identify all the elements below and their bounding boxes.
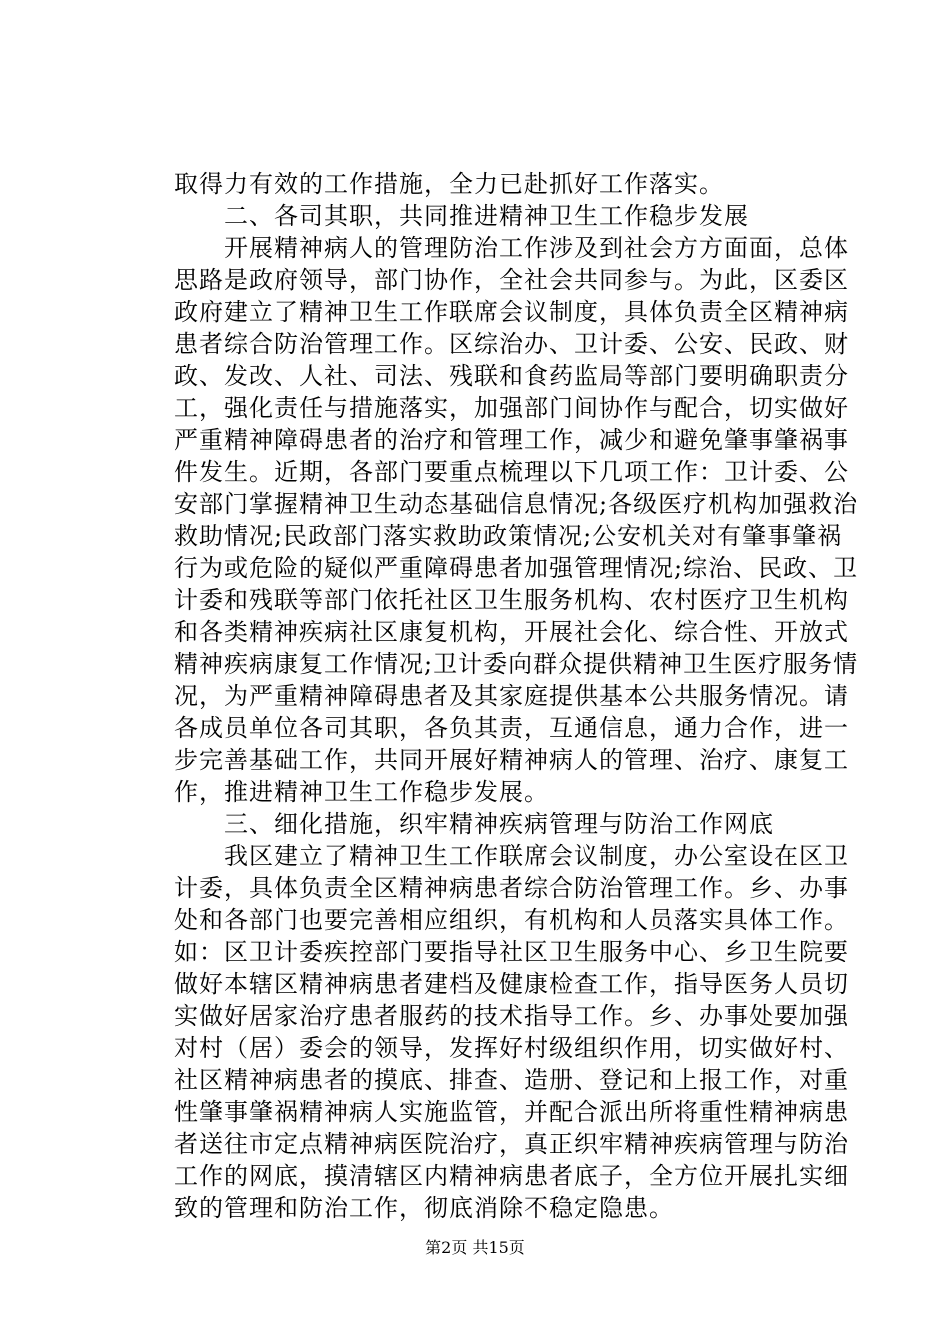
text-line: 三、细化措施，织牢精神疾病管理与防治工作网底 xyxy=(174,810,774,838)
text-line: 救助情况;民政部门落实救助政策情况;公安机关对有肇事肇祸 xyxy=(174,522,843,550)
text-line: 思路是政府领导，部门协作，全社会共同参与。为此，区委区 xyxy=(174,266,849,294)
text-line: 实做好居家治疗患者服药的技术指导工作。乡、办事处要加强 xyxy=(174,1002,849,1030)
text-line: 和各类精神疾病社区康复机构，开展社会化、综合性、开放式 xyxy=(174,618,849,646)
text-line: 行为或危险的疑似严重障碍患者加强管理情况;综治、民政、卫 xyxy=(174,554,859,582)
text-line: 精神疾病康复工作情况;卫计委向群众提供精神卫生医疗服务情 xyxy=(174,650,859,678)
text-line: 致的管理和防治工作，彻底消除不稳定隐患。 xyxy=(174,1194,674,1222)
text-line: 各成员单位各司其职，各负其责，互通信息，通力合作，进一 xyxy=(174,714,849,742)
text-line: 况，为严重精神障碍患者及其家庭提供基本公共服务情况。请 xyxy=(174,682,849,710)
text-line: 工，强化责任与措施落实，加强部门间协作与配合，切实做好 xyxy=(174,394,849,422)
text-line: 处和各部门也要完善相应组织，有机构和人员落实具体工作。 xyxy=(174,906,849,934)
text-line: 政府建立了精神卫生工作联席会议制度，具体负责全区精神病 xyxy=(174,298,849,326)
text-line: 开展精神病人的管理防治工作涉及到社会方方面面，总体 xyxy=(174,234,849,262)
text-line: 社区精神病患者的摸底、排查、造册、登记和上报工作，对重 xyxy=(174,1066,849,1094)
body-text xyxy=(174,168,859,1224)
text-line: 如：区卫计委疾控部门要指导社区卫生服务中心、乡卫生院要 xyxy=(174,938,849,966)
text-line: 做好本辖区精神病患者建档及健康检查工作，指导医务人员切 xyxy=(174,970,849,998)
text-line: 取得力有效的工作措施，全力已赴抓好工作落实。 xyxy=(174,170,724,198)
text-line: 我区建立了精神卫生工作联席会议制度，办公室设在区卫 xyxy=(174,842,849,870)
text-line: 性肇事肇祸精神病人实施监管，并配合派出所将重性精神病患 xyxy=(174,1098,849,1126)
text-line: 件发生。近期，各部门要重点梳理以下几项工作：卫计委、公 xyxy=(174,458,849,486)
text-line: 计委和残联等部门依托社区卫生服务机构、农村医疗卫生机构 xyxy=(174,586,849,614)
text-line: 工作的网底，摸清辖区内精神病患者底子，全方位开展扎实细 xyxy=(174,1162,849,1190)
text-line: 患者综合防治管理工作。区综治办、卫计委、公安、民政、财 xyxy=(174,330,849,358)
text-line: 对村（居）委会的领导，发挥好村级组织作用，切实做好村、 xyxy=(174,1034,849,1062)
text-line: 作，推进精神卫生工作稳步发展。 xyxy=(174,778,549,806)
text-line: 政、发改、人社、司法、残联和食药监局等部门要明确职责分 xyxy=(174,362,849,390)
text-line: 二、各司其职，共同推进精神卫生工作稳步发展 xyxy=(174,202,749,230)
page-footer: 第2页 共15页 xyxy=(425,1238,525,1257)
text-line: 步完善基础工作，共同开展好精神病人的管理、治疗、康复工 xyxy=(174,746,849,774)
text-line: 严重精神障碍患者的治疗和管理工作，减少和避免肇事肇祸事 xyxy=(174,426,849,454)
text-line: 计委，具体负责全区精神病患者综合防治管理工作。乡、办事 xyxy=(174,874,849,902)
text-line: 安部门掌握精神卫生动态基础信息情况;各级医疗机构加强救治 xyxy=(174,490,859,518)
text-line: 者送往市定点精神病医院治疗，真正织牢精神疾病管理与防治 xyxy=(174,1130,849,1158)
